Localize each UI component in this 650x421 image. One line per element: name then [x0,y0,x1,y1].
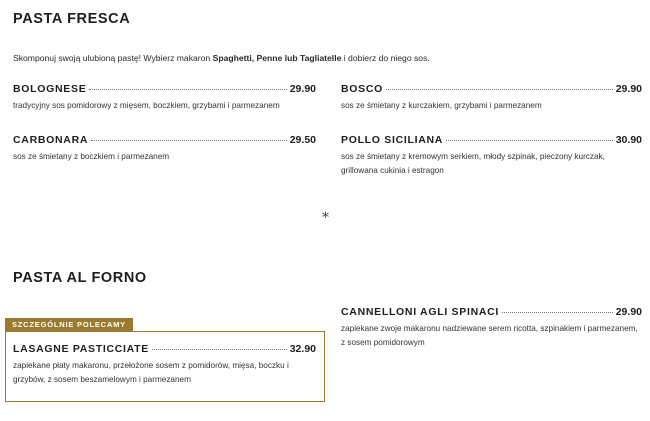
item-name: BOLOGNESE [13,83,87,95]
item-price: 29.90 [615,306,642,318]
dot-leader [91,140,287,141]
menu-item-lasagne-pasticciate [13,343,316,387]
intro-part-1: Skomponuj swoją ulubioną pastę! Wybierz makaron [13,53,213,63]
item-price: 29.90 [289,83,316,95]
menu-item-carbonara [13,134,316,164]
item-description: zapiekane płaty makaronu, przełożone sosem z pomidorów, mięsa, boczku i grzybów, z sosem beszamelowym i parmezanem [13,361,289,384]
item-description: sos ze śmietany z kremowym serkiem, młody szpinak, pieczony kurczak, grillowana cukinia i estragon [341,152,605,175]
item-name: BOSCO [341,83,384,95]
intro-part-3: i dobierz do niego sos. [341,53,430,63]
dot-leader [89,89,286,90]
dot-leader [446,140,613,141]
item-name: POLLO SICILIANA [341,134,444,146]
section-pasta-al-forno-title: PASTA AL FORNO [13,270,147,286]
menu-item-bosco [341,83,642,113]
menu-item-pollo-siciliana [341,134,642,178]
dot-leader [502,312,613,313]
dot-leader [386,89,613,90]
section-divider: * [322,210,329,226]
item-price: 30.90 [615,134,642,146]
dot-leader [152,349,287,350]
section-pasta-fresca-title: PASTA FRESCA [13,11,131,27]
item-description: tradycyjny sos pomidorowy z mięsem, boczkiem, grzybami i parmezanem [13,101,280,110]
item-description: zapiekane zwoje makaronu nadziewane serem ricotta, szpinakiem i parmezanem, z sosem pomidorowym [341,324,638,347]
item-description: sos ze śmietany z boczkiem i parmezanem [13,152,170,161]
menu-item-bolognese [13,83,316,113]
item-name: CARBONARA [13,134,89,146]
featured-badge: SZCZEGÓLNIE POLECAMY [5,318,133,331]
item-price: 29.50 [289,134,316,146]
item-name: CANNELLONI AGLI SPINACI [341,306,500,318]
intro-pasta-types: Spaghetti, Penne lub Tagliatelle [212,53,342,63]
item-price: 32.90 [289,343,316,355]
menu-item-cannelloni-agli-spinaci [341,306,642,350]
item-price: 29.90 [615,83,642,95]
item-description: sos ze śmietany z kurczakiem, grzybami i parmezanem [341,101,542,110]
item-name: LASAGNE PASTICCIATE [13,343,149,355]
section-intro [13,53,633,63]
